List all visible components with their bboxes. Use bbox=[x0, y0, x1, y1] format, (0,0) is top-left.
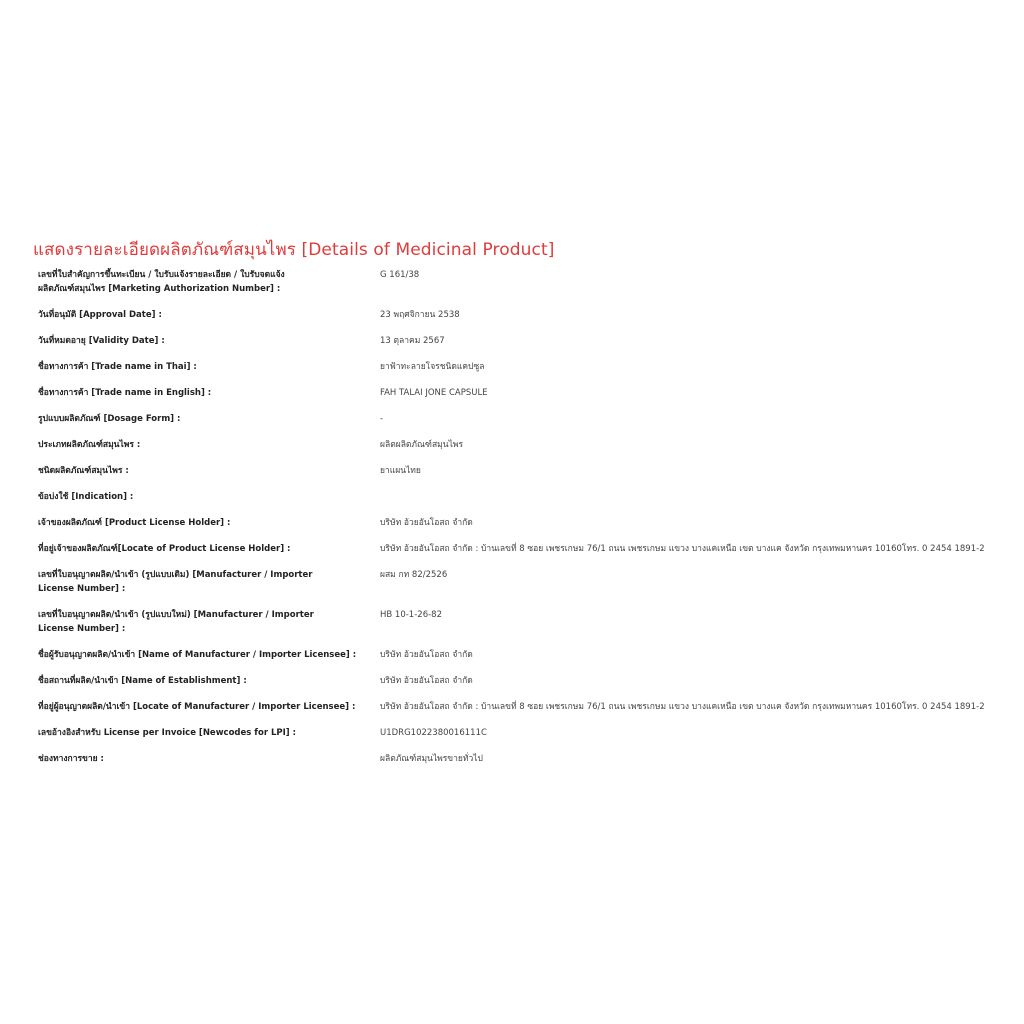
field-value: ผลิตผลิตภัณฑ์สมุนไพร bbox=[380, 440, 464, 450]
detail-row-product-license-holder bbox=[38, 516, 1018, 542]
field-value: ผสม กท 82/2526 bbox=[380, 570, 448, 580]
field-value: FAH TALAI JONE CAPSULE bbox=[380, 388, 488, 398]
detail-row-sales-channel bbox=[38, 752, 1018, 778]
detail-row-manufacturer-licensee-location bbox=[38, 700, 1018, 726]
detail-row-approval-date bbox=[38, 308, 1018, 334]
field-value: HB 10-1-26-82 bbox=[380, 610, 442, 620]
field-value: บริษัท อ้วยอันโอสถ จำกัด bbox=[380, 650, 473, 660]
field-value: 23 พฤศจิกายน 2538 bbox=[380, 310, 460, 320]
field-value: G 161/38 bbox=[380, 270, 420, 280]
field-value: ผลิตภัณฑ์สมุนไพรขายทั่วไป bbox=[380, 754, 483, 764]
detail-row-marketing-authorization-number bbox=[38, 268, 1018, 308]
field-value: - bbox=[380, 414, 384, 424]
field-label: เลขที่ใบสำคัญการขึ้นทะเบียน / ใบรับแจ้งรายละเอียด / ใบรับจดแจ้ง ผลิตภัณฑ์สมุนไพร [Marketing Authorization Number] : bbox=[38, 270, 285, 294]
field-value: บริษัท อ้วยอันโอสถ จำกัด bbox=[380, 518, 473, 528]
field-label: ประเภทผลิตภัณฑ์สมุนไพร : bbox=[38, 440, 141, 450]
field-value: U1DRG1022380016111C bbox=[380, 728, 487, 738]
detail-row-validity-date bbox=[38, 334, 1018, 360]
field-label: วันที่หมดอายุ [Validity Date] : bbox=[38, 336, 165, 346]
detail-row-trade-name-english bbox=[38, 386, 1018, 412]
detail-row-license-number-new-format bbox=[38, 608, 1018, 648]
field-value: บริษัท อ้วยอันโอสถ จำกัด : บ้านเลขที่ 8 ซอย เพชรเกษม 76/1 ถนน เพชรเกษม แขวง บางแคเหนือ เขต บางแค จังหวัด กรุงเทพมหานคร 10160โทร. 0 2454 1891-2 bbox=[380, 544, 985, 554]
detail-row-herbal-product-category bbox=[38, 438, 1018, 464]
detail-table bbox=[38, 268, 1018, 778]
field-label: ชื่อสถานที่ผลิต/นำเข้า [Name of Establishment] : bbox=[38, 676, 247, 686]
detail-row-trade-name-thai bbox=[38, 360, 1018, 386]
field-label: ข้อบ่งใช้ [Indication] : bbox=[38, 492, 134, 502]
field-label: เลขที่ใบอนุญาตผลิต/นำเข้า (รูปแบบใหม่) [Manufacturer / Importer License Number] : bbox=[38, 610, 314, 634]
field-label: ชื่อทางการค้า [Trade name in Thai] : bbox=[38, 362, 197, 372]
field-value: บริษัท อ้วยอันโอสถ จำกัด : บ้านเลขที่ 8 ซอย เพชรเกษม 76/1 ถนน เพชรเกษม แขวง บางแคเหนือ เขต บางแค จังหวัด กรุงเทพมหานคร 10160โทร. 0 2454 1891-2 bbox=[380, 702, 985, 712]
detail-row-manufacturer-licensee-name bbox=[38, 648, 1018, 674]
field-label: เลขที่ใบอนุญาตผลิต/นำเข้า (รูปแบบเดิม) [Manufacturer / Importer License Number] : bbox=[38, 570, 313, 594]
field-value: ยาแผนไทย bbox=[380, 466, 421, 476]
detail-row-dosage-form bbox=[38, 412, 1018, 438]
field-label: ที่อยู่ผู้อนุญาตผลิต/นำเข้า [Locate of Manufacturer / Importer Licensee] : bbox=[38, 702, 356, 712]
field-label: ชนิดผลิตภัณฑ์สมุนไพร : bbox=[38, 466, 129, 476]
field-label: ที่อยู่เจ้าของผลิตภัณฑ์[Locate of Product License Holder] : bbox=[38, 544, 291, 554]
detail-row-license-number-old-format bbox=[38, 568, 1018, 608]
field-label: เจ้าของผลิตภัณฑ์ [Product License Holder] : bbox=[38, 518, 231, 528]
detail-row-indication bbox=[38, 490, 1018, 516]
field-value: บริษัท อ้วยอันโอสถ จำกัด bbox=[380, 676, 473, 686]
detail-row-lpi-newcode bbox=[38, 726, 1018, 752]
page-title: แสดงรายละเอียดผลิตภัณฑ์สมุนไพร [Details of Medicinal Product] bbox=[33, 240, 555, 260]
detail-row-establishment-name bbox=[38, 674, 1018, 700]
field-label: ชื่อทางการค้า [Trade name in English] : bbox=[38, 388, 212, 398]
field-label: ชื่อผู้รับอนุญาตผลิต/นำเข้า [Name of Manufacturer / Importer Licensee] : bbox=[38, 650, 357, 660]
field-value: ยาฟ้าทะลายโจรชนิดแคปซูล bbox=[380, 362, 485, 372]
detail-row-herbal-product-type bbox=[38, 464, 1018, 490]
detail-row-license-holder-location bbox=[38, 542, 1018, 568]
field-label: เลขอ้างอิงสำหรับ License per Invoice [Newcodes for LPI] : bbox=[38, 728, 297, 738]
field-label: ช่องทางการขาย : bbox=[38, 754, 104, 764]
field-label: รูปแบบผลิตภัณฑ์ [Dosage Form] : bbox=[38, 414, 181, 424]
field-value: 13 ตุลาคม 2567 bbox=[380, 336, 445, 346]
field-label: วันที่อนุมัติ [Approval Date] : bbox=[38, 310, 162, 320]
